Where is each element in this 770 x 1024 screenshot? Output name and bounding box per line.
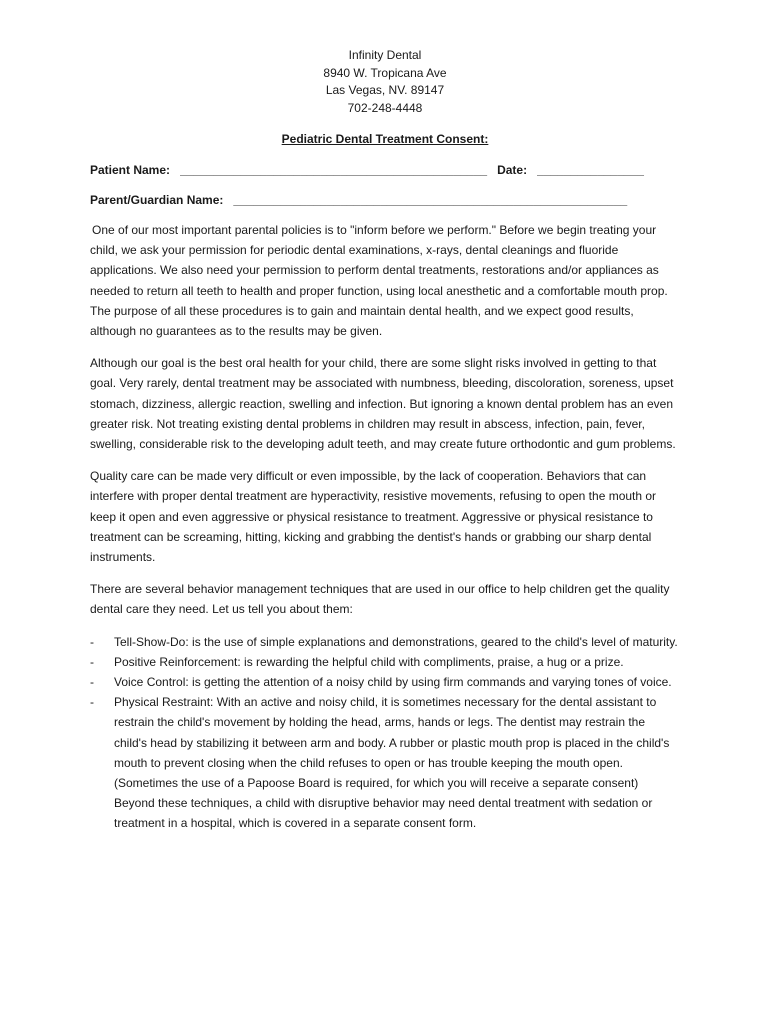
practice-street: 8940 W. Tropicana Ave: [323, 65, 447, 80]
list-item: [90, 652, 680, 672]
patient-name-field[interactable]: ______________________________________________: [180, 163, 488, 177]
paragraph-techniques-intro: There are several behavior management techniques that are used in our office to help children get the quality dental care they need. Let us tell you about them:: [90, 582, 670, 617]
letterhead: [90, 47, 680, 117]
guardian-name-label: Parent/Guardian Name:: [90, 193, 224, 207]
paragraph-cooperation: Quality care can be made very difficult or even impossible, by the lack of cooperation. Behaviors that can interfere with proper dental treatment are hyperactivity, resistive movements, refusing to open the mouth or keep it open and even aggressive or physical resistance to treatment. Aggressive or physical resistance to treatment can be screaming, hitting, kicking and grabbing the dentist's hands or grabbing our sharp dental instruments.: [90, 469, 657, 565]
bullet-dash: -: [90, 695, 94, 710]
bullet-dash: -: [90, 654, 94, 669]
technique-tell-show-do: Tell-Show-Do: is the use of simple explanations and demonstrations, geared to the child's level of maturity.: [114, 634, 678, 649]
guardian-name-field[interactable]: ___________________________________________________________: [233, 193, 628, 207]
patient-name-label: Patient Name:: [90, 163, 171, 177]
practice-city: Las Vegas, NV. 89147: [325, 83, 445, 97]
list-item: [90, 692, 680, 833]
paragraph-risks: Although our goal is the best oral health for your child, there are some slight risks involved in getting to that goal. Very rarely, dental treatment may be associated with numbness, bleeding, discoloration, soreness, upset stomach, dizziness, allergic reaction, swelling and infection. But ignoring a known dental problem has an even greater risk. Not treating existing dental problems in children may result in abscess, infection, pain, fever, swelling, considerable risk to the developing adult teeth, and may create future orthodontic and gum problems.: [90, 356, 676, 452]
technique-physical-restraint: Physical Restraint: With an active and noisy child, it is sometimes necessary for the dental assistant to restrain the child's movement by holding the head, arms, hands or legs. The dentist may restrain the child's head by stabilizing it between arm and body. A rubber or plastic mouth prop is placed in the child's mouth to prevent closing when the child refuses to open or has trouble keeping the mouth open. (Sometimes the use of a Papoose Board is required, for which you will receive a separate consent) Beyond these techniques, a child with disruptive behavior may need dental treatment with sedation or treatment in a hospital, which is covered in a separate consent form.: [114, 695, 670, 831]
list-item: [90, 672, 680, 692]
paragraph-inform-policy: One of our most important parental policies is to "inform before we perform." Before we begin treating your child, we ask your permission for periodic dental examinations, x-rays, dental cleanings and fluoride applications. We also need your permission to perform dental treatments, restorations and/or appliances as needed to return all teeth to health and proper function, using local anesthetic and a comfortable mouth prop. The purpose of all these procedures is to gain and maintain dental health, and we expect good results, although no guarantees as to the results may be given.: [90, 223, 668, 339]
practice-phone: 702-248-4448: [347, 100, 423, 115]
techniques-list: [90, 632, 680, 834]
technique-positive-reinforcement: Positive Reinforcement: is rewarding the helpful child with compliments, praise, a hug or a prize.: [114, 654, 624, 669]
list-item: [90, 632, 680, 652]
bullet-dash: -: [90, 675, 94, 690]
bullet-dash: -: [90, 634, 94, 649]
date-label: Date:: [497, 163, 528, 177]
technique-voice-control: Voice Control: is getting the attention of a noisy child by using firm commands and varying tones of voice.: [114, 675, 672, 690]
document-title: Pediatric Dental Treatment Consent:: [281, 132, 489, 146]
date-field[interactable]: ________________: [537, 163, 644, 177]
patient-date-row: [90, 163, 680, 177]
practice-name: Infinity Dental: [348, 48, 422, 62]
guardian-row: [90, 193, 680, 207]
